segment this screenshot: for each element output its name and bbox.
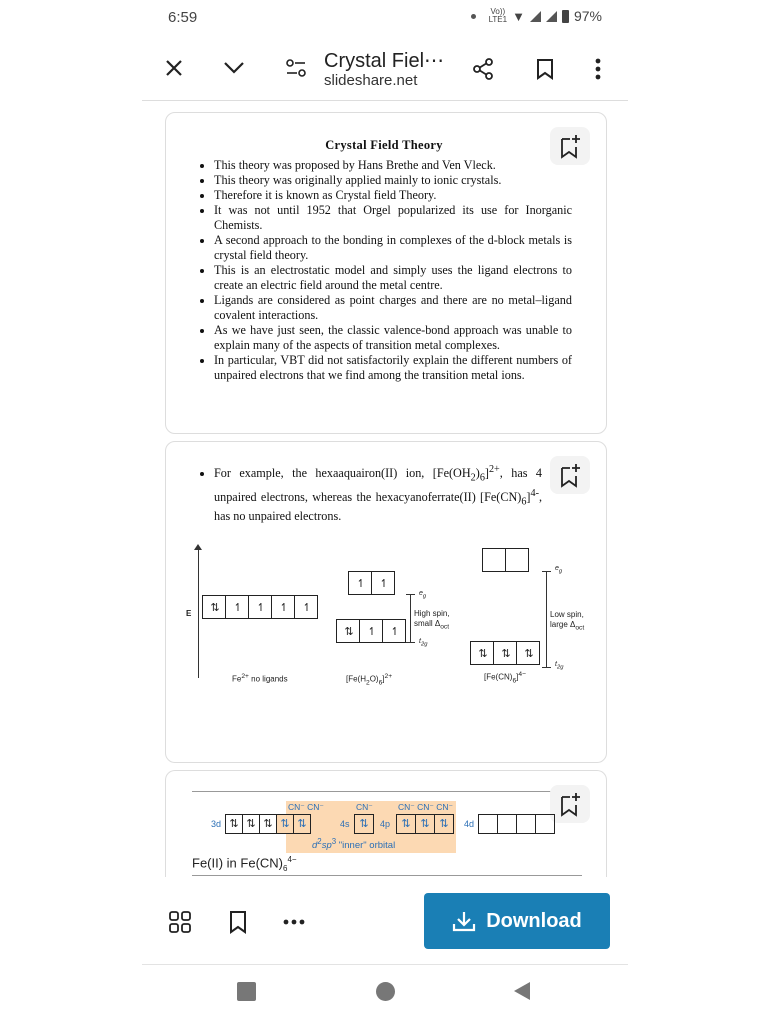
hybrid-label — [312, 837, 395, 851]
save-slide-button[interactable] — [550, 785, 590, 823]
slide-3-top-rule — [192, 791, 582, 792]
energy-label: E — [186, 609, 192, 618]
caption-part: Fe — [232, 674, 242, 684]
high-spin-line-1: High spin, — [414, 609, 450, 618]
high-spin-eg-label — [419, 590, 426, 599]
recents-icon[interactable] — [234, 979, 258, 1003]
battery-level: 97% — [573, 8, 602, 24]
label-sub: g — [558, 568, 563, 575]
bullet-item: • It was not until 1952 that Orgel popularized its use for Inorganic Chemists. — [214, 203, 572, 233]
orbital-box: ⇅ — [439, 818, 449, 830]
label-part: t — [419, 638, 421, 645]
orbital-box: ⇅ — [471, 642, 494, 664]
volte-bottom: LTE1 — [488, 15, 508, 24]
slide-1-content — [196, 138, 572, 383]
low-spin-eg-orbitals — [482, 548, 529, 572]
orbital-box: ↿ — [349, 572, 372, 594]
orbital-box: ⇅ — [359, 818, 369, 830]
text-sub: 6 — [521, 496, 527, 507]
caption-sup: 4− — [287, 855, 297, 864]
orbital-label-4s: 4s — [340, 819, 350, 829]
energy-axis-arrow-icon — [194, 544, 202, 550]
label-sub: oct — [575, 624, 585, 632]
notification-dot-icon — [471, 14, 476, 19]
battery-icon — [562, 10, 569, 23]
low-spin-line-2 — [550, 620, 584, 634]
orbital-box — [498, 815, 517, 833]
bookmark-add-icon — [559, 791, 581, 817]
orbital-box: ⇅ — [294, 815, 310, 833]
orbital-box — [506, 549, 528, 571]
orbital-box: ↿ — [302, 601, 310, 614]
orbitals-4s — [354, 814, 374, 834]
bullet-item: • Ligands are considered as point charges and there are no metal–ligand covalent interactions. — [214, 293, 572, 323]
text-part: For example, the hexaaquairon(II) ion, [Fe(OH — [214, 466, 471, 481]
orbital-label-4p: 4p — [380, 819, 391, 829]
bottom-action-bar — [142, 880, 628, 964]
bullet-item: • As we have just seen, the classic valence-bond approach was unable to explain many of the aspects of transition metal complexes. — [214, 323, 572, 353]
caption-part: ] — [382, 674, 385, 684]
app-screen — [142, 0, 628, 1024]
caption-part: O) — [369, 674, 379, 684]
high-spin-eg-orbitals — [348, 571, 395, 595]
filter-settings-icon[interactable] — [282, 54, 310, 82]
orbital-label-4d: 4d — [464, 819, 475, 829]
orbitals-4p — [396, 814, 454, 834]
orbital-box: ↿ — [272, 596, 295, 618]
bullet-item: • A second approach to the bonding in complexes of the d-block metals is crystal field theory. — [214, 233, 572, 263]
chevron-down-icon[interactable] — [220, 54, 248, 82]
label-part: t — [555, 661, 557, 668]
orbital-box: ⇅ — [243, 815, 260, 833]
slide-1-bullets — [196, 158, 572, 383]
caption-sub: 6 — [378, 679, 383, 687]
cn-label-3d: CN⁻ CN⁻ — [288, 802, 324, 812]
low-spin-gap-line — [546, 571, 547, 667]
energy-axis — [198, 548, 199, 678]
caption-part: no ligands — [248, 674, 288, 684]
home-icon[interactable] — [373, 979, 397, 1003]
orbital-box: ⇅ — [203, 596, 226, 618]
bullet-item: • This theory was proposed by Hans Brethe and Ven Vleck. — [214, 158, 572, 173]
top-app-bar — [142, 40, 628, 101]
caption-high-spin — [346, 673, 392, 686]
caption-low-spin — [484, 671, 526, 684]
download-icon — [452, 910, 476, 932]
slide-1[interactable] — [165, 112, 607, 434]
label-part: small Δ — [414, 619, 441, 628]
bookmark-icon[interactable] — [530, 54, 560, 84]
orbital-box: ↿ — [360, 620, 383, 642]
close-icon[interactable] — [160, 54, 188, 82]
orbital-box: ⇅ — [397, 815, 416, 833]
signal-icon — [530, 11, 541, 22]
orbital-box: ↿ — [249, 596, 272, 618]
bullet-item: • Therefore it is known as Crystal field Theory. — [214, 188, 572, 203]
text-part: , has no unpaired electrons. — [214, 489, 542, 523]
text-part: ] — [526, 489, 531, 504]
slide-3-caption — [192, 855, 297, 873]
more-vertical-icon[interactable] — [586, 54, 610, 84]
orbital-box: ⇅ — [494, 642, 517, 664]
orbital-box: ⇅ — [226, 815, 243, 833]
orbital-box: ⇅ — [337, 620, 360, 642]
text-sup: 2+ — [488, 464, 500, 475]
orbital-box — [517, 815, 536, 833]
cn-label-4s: CN⁻ — [356, 802, 373, 812]
low-spin-eg-label — [555, 565, 562, 574]
text-part: ] — [484, 466, 489, 481]
high-spin-label — [414, 609, 450, 633]
low-spin-gap-top — [542, 571, 551, 572]
orbital-box: ↿ — [226, 596, 249, 618]
volte-icon — [489, 8, 508, 24]
orbital-box: ⇅ — [260, 815, 277, 833]
slide-3[interactable] — [165, 770, 607, 877]
signal-icon-2 — [546, 11, 557, 22]
more-horizontal-icon[interactable] — [280, 908, 308, 936]
bullet-item: • This is an electrostatic model and simply uses the ligand electrons to create an electric field around the metal centre. — [214, 263, 572, 293]
document-source: slideshare.net — [324, 72, 418, 89]
caption-part: Fe(II) in Fe(CN) — [192, 855, 283, 871]
orbital-box: ↿ — [390, 625, 398, 638]
high-spin-gap-bottom — [406, 642, 415, 643]
high-spin-line-2 — [414, 619, 450, 633]
grid-view-icon[interactable] — [166, 908, 194, 936]
status-icons — [471, 8, 602, 24]
text-sup: 4- — [530, 487, 539, 499]
caption-sub: 6 — [283, 863, 288, 873]
crystal-field-diagram — [166, 442, 606, 762]
slide-1-heading: Crystal Field Theory — [325, 138, 443, 152]
caption-free-ion — [232, 673, 288, 684]
label-sub: g — [422, 593, 427, 600]
label-sub: oct — [440, 623, 450, 631]
text-part: ) — [475, 466, 480, 481]
bullet-item: • This theory was originally applied mainly to ionic crystals. — [214, 173, 572, 188]
label-part: e — [419, 590, 423, 597]
label-sub: 2g — [556, 664, 564, 671]
label-part: "inner" orbital — [336, 840, 396, 852]
caption-sup: 4− — [518, 671, 526, 678]
high-spin-t2g-label — [419, 638, 427, 647]
orbital-label-3d: 3d — [211, 819, 222, 829]
orbitals-3d — [225, 814, 311, 834]
caption-part: [Fe(H — [346, 674, 366, 684]
free-ion-d-orbitals — [202, 595, 318, 619]
orbital-box: ⇅ — [524, 647, 532, 660]
caption-sub: 2 — [366, 679, 370, 687]
slide-2[interactable] — [165, 441, 607, 763]
caption-part: ] — [516, 672, 519, 682]
status-bar — [142, 0, 628, 34]
download-button[interactable] — [424, 893, 610, 949]
text-sub: 6 — [479, 472, 485, 484]
caption-sub: 6 — [512, 677, 517, 685]
high-spin-t2g-orbitals — [336, 619, 406, 643]
low-spin-t2g-orbitals — [470, 641, 540, 665]
low-spin-t2g-label — [555, 661, 563, 670]
caption-sup: 2+ — [384, 673, 393, 680]
orbital-box — [483, 549, 506, 571]
label-part: sp — [321, 840, 332, 852]
orbital-box: ↿ — [379, 577, 387, 590]
text-part: , has 4 unpaired electrons, whereas the hexacyanoferrate(II) [Fe(CN) — [214, 466, 542, 504]
status-time: 6:59 — [168, 9, 198, 26]
label-sub: 2g — [420, 641, 428, 648]
caption-part: [Fe(CN) — [484, 672, 513, 682]
label-part: large Δ — [550, 620, 576, 629]
orbital-box — [536, 815, 555, 833]
back-icon[interactable] — [510, 979, 534, 1003]
cn-label-4p: CN⁻ CN⁻ CN⁻ — [398, 802, 454, 812]
low-spin-line-1: Low spin, — [550, 610, 584, 619]
label-sup: 3 — [331, 837, 337, 846]
volte-top: Vo)) — [490, 7, 506, 16]
document-title: Crystal Fiel⋯ — [324, 50, 445, 72]
download-label: Download — [486, 909, 582, 932]
label-part: d — [312, 840, 318, 852]
bullet-item: • In particular, VBT did not satisfactorily explain the different numbers of unpaired electrons that we find among the transition metal ions. — [214, 353, 572, 383]
high-spin-gap-line — [410, 594, 411, 642]
label-sup: 2 — [317, 837, 322, 846]
text-sub: 2 — [470, 472, 476, 484]
orbital-box — [479, 815, 498, 833]
label-part: e — [555, 565, 559, 572]
system-nav-bar — [142, 964, 628, 1025]
orbital-box: ⇅ — [277, 815, 294, 833]
orbital-box: ⇅ — [416, 815, 435, 833]
bookmark-icon[interactable] — [224, 908, 252, 936]
low-spin-label — [550, 610, 584, 634]
low-spin-gap-bottom — [542, 667, 551, 668]
share-icon[interactable] — [468, 54, 498, 84]
high-spin-gap-top — [406, 594, 415, 595]
orbitals-4d — [478, 814, 555, 834]
slide-3-bottom-rule — [192, 875, 582, 876]
caption-sup: 2+ — [241, 673, 249, 680]
wifi-icon: ▼ — [512, 8, 525, 24]
